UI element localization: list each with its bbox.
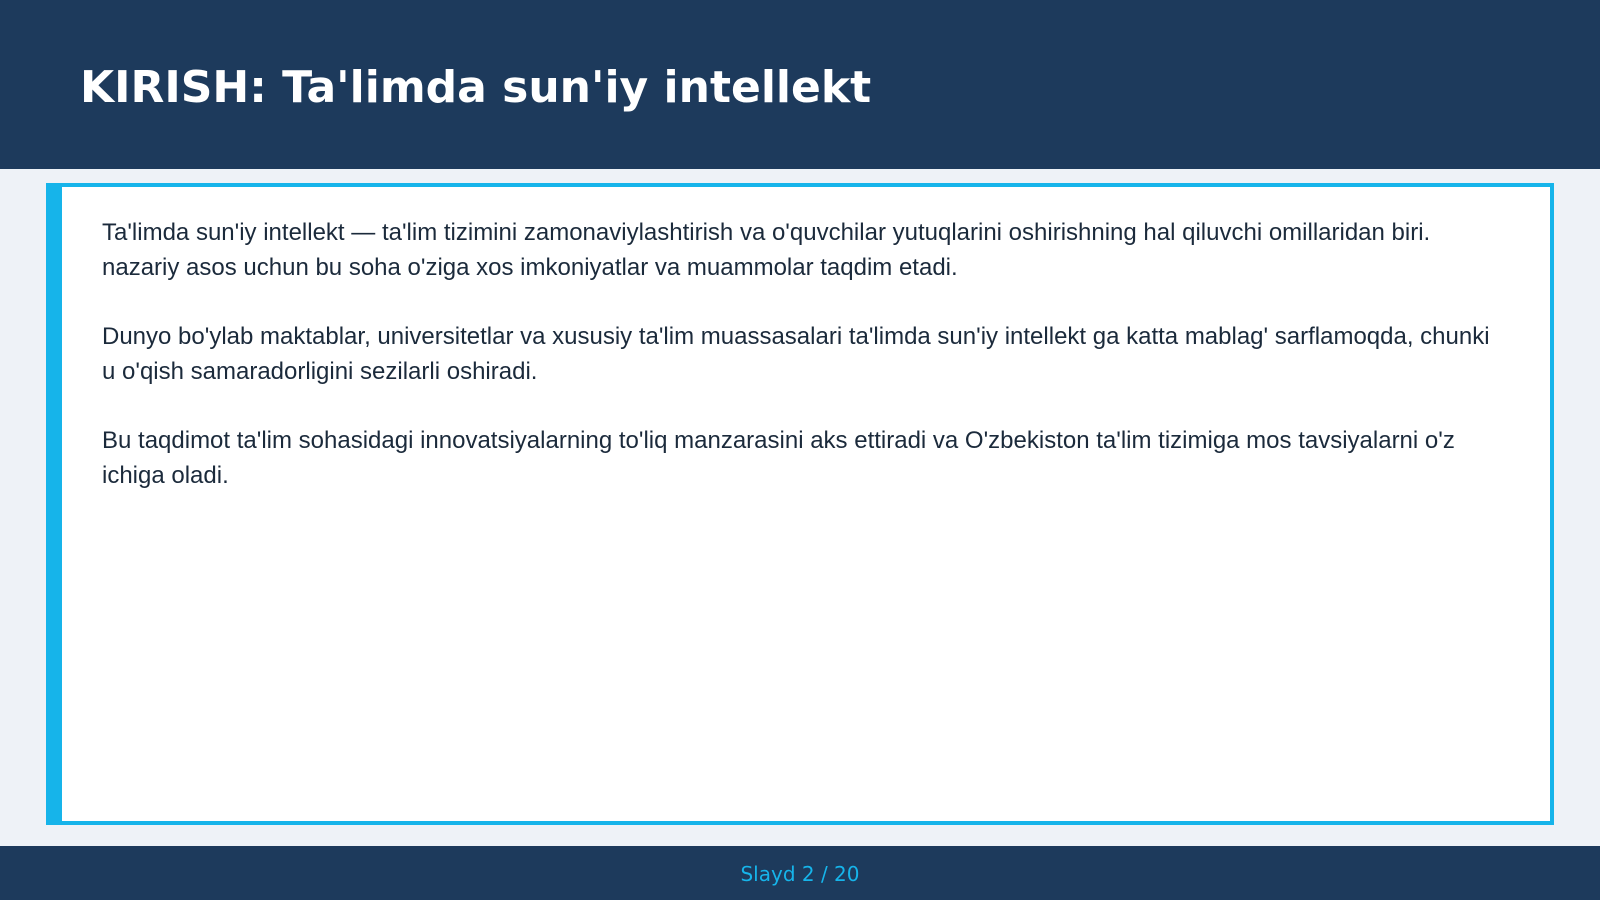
slide-title: KIRISH: Ta'limda sun'iy intellekt <box>80 62 872 113</box>
content-card <box>46 183 1554 825</box>
paragraph-3: Bu taqdimot ta'lim sohasidagi innovatsiyalarning to'liq manzarasini aks ettiradi va O'zbekiston ta'lim tizimiga mos tavsiyalarni o'z ichiga oladi. <box>102 427 1455 489</box>
slide-counter: Slayd 2 / 20 <box>740 862 860 886</box>
slide-body <box>102 215 1502 527</box>
paragraph-2: Dunyo bo'ylab maktablar, universitetlar va xususiy ta'lim muassasalari ta'limda sun'iy intellekt ga katta mablag' sarflamoqda, chunki u o'qish samaradorligini sezilarli oshiradi. <box>102 323 1490 385</box>
slide-header <box>0 0 1600 169</box>
slide-footer <box>0 846 1600 900</box>
paragraph-1: Ta'limda sun'iy intellekt — ta'lim tizimini zamonaviylashtirish va o'quvchilar yutuqlarini oshirishning hal qiluvchi omillaridan biri. nazariy asos uchun bu soha o'ziga xos imkoniyatlar va muammolar taqdim etadi. <box>102 219 1431 281</box>
